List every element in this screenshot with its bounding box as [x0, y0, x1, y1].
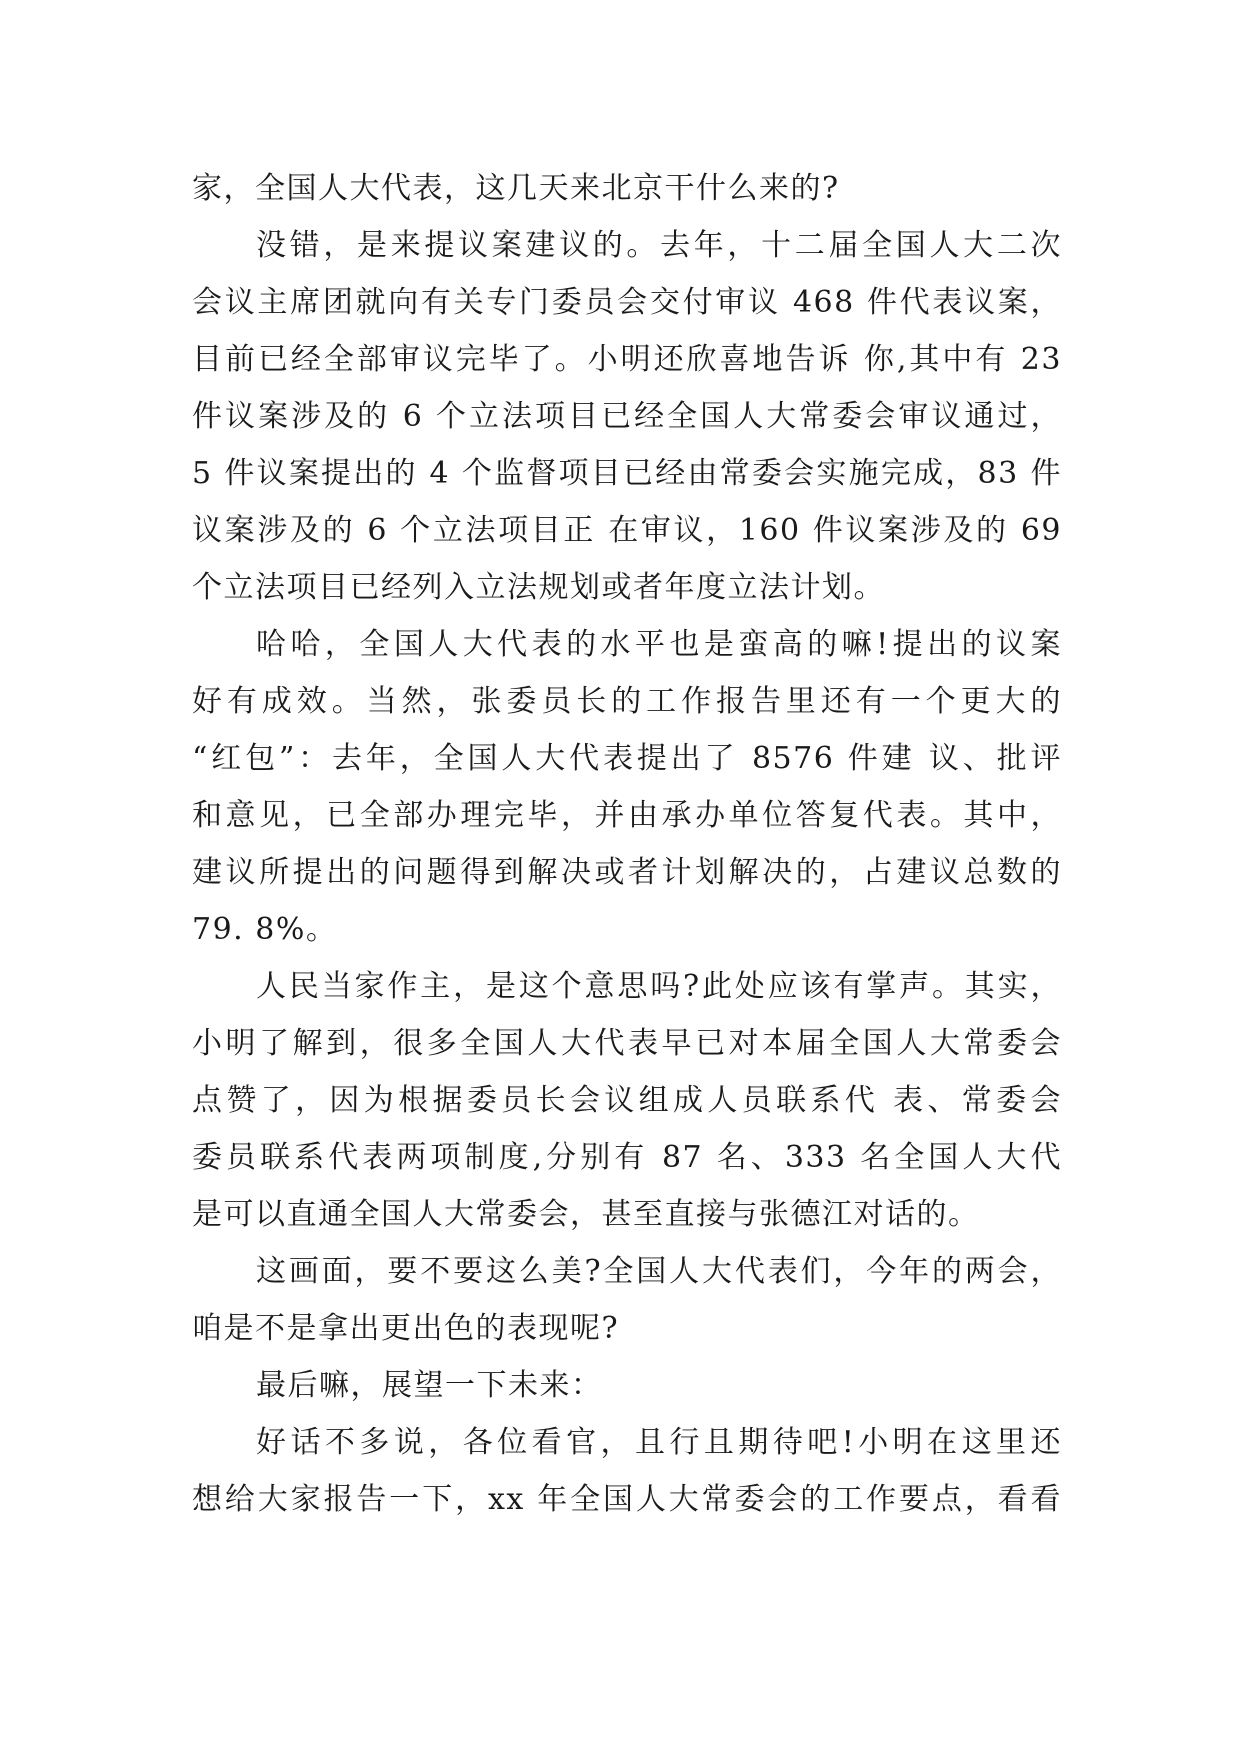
text-line: 个立法项目已经列入立法规划或者年度立法计划。 — [192, 570, 885, 605]
text-line: 最后嘛，展望一下未来： — [256, 1368, 603, 1403]
text-line: 目前已经全部审议完毕了。小明还欣喜地告诉 你,其中有 23 — [192, 342, 1062, 377]
text-line: 这画面，要不要这么美?全国人大代表们，今年的两会， — [256, 1254, 1062, 1289]
text-line: 人民当家作主，是这个意思吗?此处应该有掌声。其实， — [256, 969, 1062, 1004]
document-body — [192, 160, 1062, 1528]
text-line: 79. 8%。 — [192, 912, 338, 947]
text-line: 委员联系代表两项制度,分别有 87 名、333 名全国人大代 — [192, 1140, 1062, 1175]
text-line: 和意见，已全部办理完毕，并由承办单位答复代表。其中， — [192, 798, 1062, 833]
text-line: 5 件议案提出的 4 个监督项目已经由常委会实施完成，83 件 — [192, 456, 1062, 491]
text-line: 没错，是来提议案建议的。去年，十二届全国人大二次 — [256, 228, 1062, 263]
text-line: 哈哈，全国人大代表的水平也是蛮高的嘛!提出的议案 — [256, 627, 1062, 662]
text-line: 想给大家报告一下，xx 年全国人大常委会的工作要点，看看 — [192, 1482, 1062, 1517]
text-line: 小明了解到，很多全国人大代表早已对本届全国人大常委会 — [192, 1026, 1062, 1061]
text-line: 家，全国人大代表，这几天来北京干什么来的? — [192, 171, 840, 206]
text-line: 会议主席团就向有关专门委员会交付审议 468 件代表议案， — [192, 285, 1062, 320]
text-line: 咱是不是拿出更出色的表现呢? — [192, 1311, 620, 1346]
text-line: “红包”：去年，全国人大代表提出了 8576 件建 议、批评 — [192, 741, 1062, 776]
text-line: 件议案涉及的 6 个立法项目已经全国人大常委会审议通过， — [192, 399, 1062, 434]
text-line: 议案涉及的 6 个立法项目正 在审议，160 件议案涉及的 69 — [192, 513, 1062, 548]
text-line: 点赞了，因为根据委员长会议组成人员联系代 表、常委会 — [192, 1083, 1062, 1118]
text-line: 建议所提出的问题得到解决或者计划解决的，占建议总数的 — [192, 855, 1062, 890]
text-line: 好有成效。当然，张委员长的工作报告里还有一个更大的 — [192, 684, 1062, 719]
text-line: 是可以直通全国人大常委会，甚至直接与张德江对话的。 — [192, 1197, 980, 1232]
text-line: 好话不多说，各位看官，且行且期待吧!小明在这里还 — [256, 1425, 1062, 1460]
